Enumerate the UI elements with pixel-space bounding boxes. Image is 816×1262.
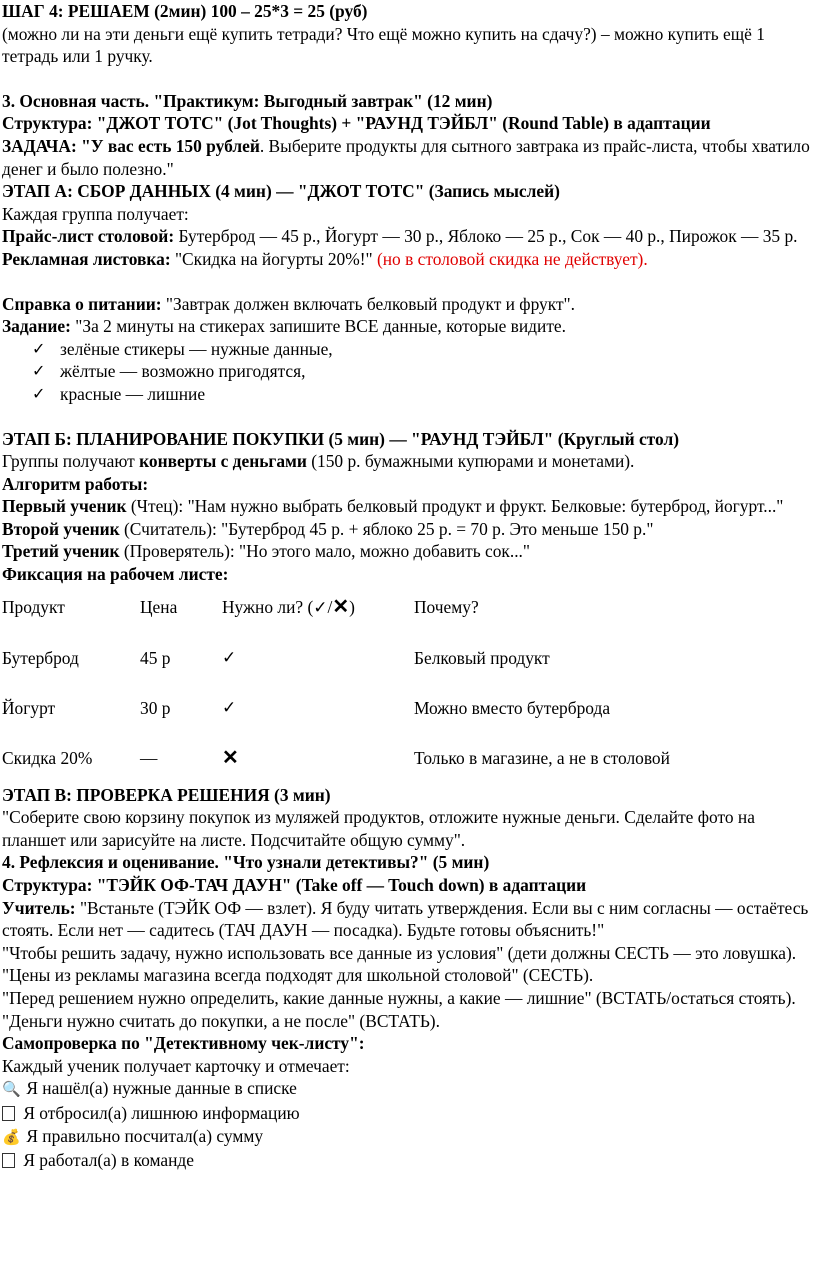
table-cell-price: 45 р bbox=[140, 647, 171, 668]
table-cell-why: Можно вместо бутерброда bbox=[414, 697, 611, 718]
table-cell-product: Скидка 20% bbox=[2, 747, 93, 768]
empty-box-icon bbox=[2, 1153, 15, 1168]
list-item: ✓ зелёные стикеры — нужные данные, bbox=[32, 338, 814, 361]
first-student: Первый ученик (Чтец): "Нам нужно выбрать белковый продукт и фрукт. Белковые: бутерброд, йогурт..." bbox=[2, 496, 784, 517]
document-page bbox=[2, 0, 814, 1172]
table-cell-product: Бутерброд bbox=[2, 647, 79, 668]
table-cell-price: — bbox=[140, 747, 158, 768]
part4-structure: Структура: "ТЭЙК ОФ-ТАЧ ДАУН" (Take off — Touch down) в адаптации bbox=[2, 875, 587, 896]
ad-flyer: Рекламная листовка: "Скидка на йогурты 20%!" (но в столовой скидка не действует). bbox=[2, 248, 648, 269]
worksheet-table bbox=[2, 586, 814, 786]
check-icon: ✓ bbox=[222, 647, 237, 667]
check-icon: ✓ bbox=[313, 597, 328, 617]
stage-v-title: ЭТАП В: ПРОВЕРКА РЕШЕНИЯ (3 мин) bbox=[2, 784, 331, 805]
stage-b-title: ЭТАП Б: ПЛАНИРОВАНИЕ ПОКУПКИ (5 мин) — "РАУНД ТЭЙБЛ" (Круглый стол) bbox=[2, 428, 679, 449]
part3-structure: Структура: "ДЖОТ ТОТС" (Jot Thoughts) + "РАУНД ТЭЙБЛ" (Round Table) в адаптации bbox=[2, 113, 711, 134]
sticker-list bbox=[2, 338, 814, 406]
list-item: ✓ красные — лишние bbox=[32, 383, 814, 406]
table-cell-price: 30 р bbox=[140, 697, 171, 718]
groups-text: Группы получают конверты с деньгами (150 р. бумажными купюрами и монетами). bbox=[2, 451, 635, 472]
each-group-text: Каждая группа получает: bbox=[2, 203, 189, 224]
header-why: Почему? bbox=[414, 596, 479, 617]
task-paragraph: ЗАДАЧА: "У вас есть 150 рублей. Выберите продукты для сытного завтрака из прайс-листа, чтобы хватило денег и было полезно." bbox=[2, 135, 810, 179]
price-list: Прайс-лист столовой: Бутерброд — 45 р., Йогурт — 30 р., Яблоко — 25 р., Сок — 40 р., Пирожок — 35 р. bbox=[2, 226, 798, 247]
check-icon: ✓ bbox=[222, 697, 237, 717]
checklist-item: 💰 Я правильно посчитал(а) сумму bbox=[2, 1125, 814, 1150]
money-bag-icon: 💰 bbox=[2, 1129, 21, 1146]
cross-icon: ✕ bbox=[332, 595, 350, 618]
checklist-item: Я отбросил(а) лишнюю информацию bbox=[2, 1102, 814, 1125]
table-cell-product: Йогурт bbox=[2, 697, 56, 718]
statement: "Деньги нужно считать до покупки, а не после" (ВСТАТЬ). bbox=[2, 1010, 440, 1031]
selfcheck-title: Самопроверка по "Детективному чек-листу": bbox=[2, 1033, 365, 1054]
statement: "Цены из рекламы магазина всегда подходят для школьной столовой" (СЕСТЬ). bbox=[2, 965, 594, 986]
checkmark-icon: ✓ bbox=[32, 363, 46, 381]
header-price: Цена bbox=[140, 596, 178, 617]
empty-box-icon bbox=[2, 1106, 15, 1121]
nutrition-note: Справка о питании: "Завтрак должен включать белковый продукт и фрукт". bbox=[2, 293, 576, 314]
header-product: Продукт bbox=[2, 596, 65, 617]
stage-v-text: "Соберите свою корзину покупок из муляжей продуктов, отложите нужные деньги. Сделайте фото на планшет или зарисуйте на листе. Подсчитайте общую сумму". bbox=[2, 807, 755, 850]
ad-note: (но в столовой скидка не действует). bbox=[376, 248, 648, 269]
part4-heading: 4. Рефлексия и оценивание. "Что узнали детективы?" (5 мин) bbox=[2, 852, 490, 873]
second-student: Второй ученик (Считатель): "Бутерброд 45 р. + яблоко 25 р. = 70 р. Это меньше 150 р." bbox=[2, 518, 654, 539]
fixation-title: Фиксация на рабочем листе: bbox=[2, 564, 229, 585]
checkmark-icon: ✓ bbox=[32, 340, 46, 358]
checklist-item: 🔍 Я нашёл(а) нужные данные в списке bbox=[2, 1077, 814, 1102]
table-cell-why: Белковый продукт bbox=[414, 647, 550, 668]
list-item: ✓ жёлтые — возможно пригодятся, bbox=[32, 360, 814, 383]
card-text: Каждый ученик получает карточку и отмечает: bbox=[2, 1055, 350, 1076]
checkmark-icon: ✓ bbox=[32, 385, 46, 403]
cross-icon: ✕ bbox=[222, 746, 239, 769]
checklist-item: Я работал(а) в команде bbox=[2, 1149, 814, 1172]
header-needed: Нужно ли? (✓/✕) bbox=[222, 595, 355, 618]
part3-heading: 3. Основная часть. "Практикум: Выгодный завтрак" (12 мин) bbox=[2, 90, 493, 111]
assignment: Задание: "За 2 минуты на стикерах запишите ВСЕ данные, которые видите. bbox=[2, 316, 566, 337]
third-student: Третий ученик (Проверятель): "Но этого мало, можно добавить сок..." bbox=[2, 541, 531, 562]
algorithm-title: Алгоритм работы: bbox=[2, 473, 149, 494]
table-cell-why: Только в магазине, а не в столовой bbox=[414, 747, 670, 768]
stage-a-title: ЭТАП А: СБОР ДАННЫХ (4 мин) — "ДЖОТ ТОТС" (Запись мыслей) bbox=[2, 181, 560, 202]
teacher-text: Учитель: "Встаньте (ТЭЙК ОФ — взлет). Я буду читать утверждения. Если вы с ним согласны — остаётесь стоять. Если нет — садитесь (ТАЧ ДАУН — посадка). Будьте готовы объяснить!" bbox=[2, 897, 809, 941]
statement: "Чтобы решить задачу, нужно использовать все данные из условия" (дети должны СЕСТЬ — это ловушка). bbox=[2, 942, 797, 963]
search-icon: 🔍 bbox=[2, 1082, 21, 1099]
step4-title: ШАГ 4: РЕШАЕМ (2мин) 100 – 25*3 = 25 (руб) bbox=[2, 1, 368, 21]
statement: "Перед решением нужно определить, какие данные нужны, а какие — лишние" (ВСТАТЬ/остаться стоять). bbox=[2, 988, 796, 1008]
step4-text: (можно ли на эти деньги ещё купить тетради? Что ещё можно купить на сдачу?) – можно купить ещё 1 тетрадь или 1 ручку. bbox=[2, 23, 765, 67]
